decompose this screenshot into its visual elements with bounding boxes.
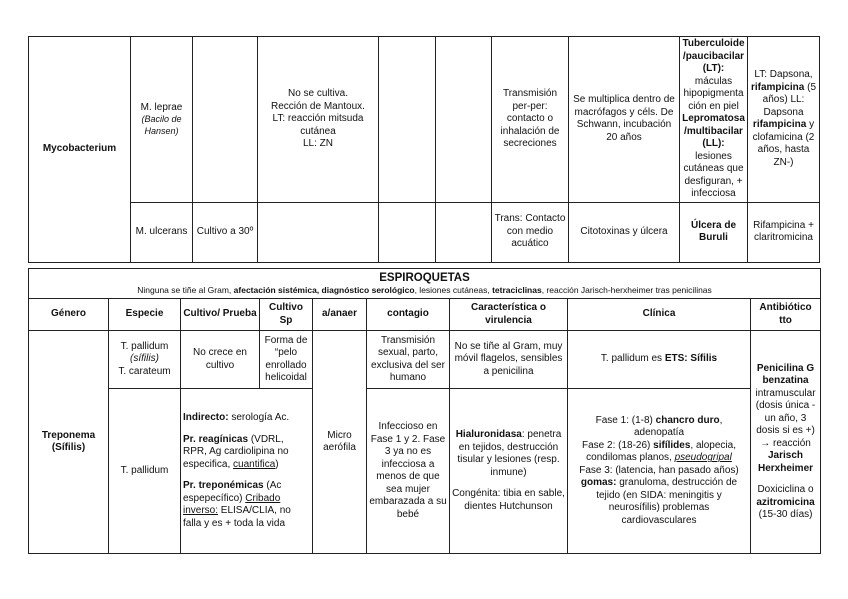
species-cell: T. pallidum <box>109 389 181 554</box>
culture-sp-cell: Forma de “pelo enrollado helicoidal <box>260 331 313 389</box>
contagio-cell: Transmisión sexual, parto, exclusiva del ser humano <box>367 331 450 389</box>
virulence-cell: Se multiplica dentro de macrófagos y céls. De Schwann, incubación 20 años <box>569 37 680 203</box>
empty-cell <box>193 37 258 203</box>
antibiotic-cell: Rifampicina + claritromicina <box>748 202 820 262</box>
virulence-cell: Hialuronidasa: penetra en tejidos, destrucción tisular y lesiones (resp. inmune) Congénita: tibia en sable, dientes Hutchunson <box>450 389 568 554</box>
clinic-cell: Fase 1: (1-8) chancro duro, adenopatía Fase 2: (18-26) sifílides, alopecia, condilomas planos, pseudogripal Fase 3: (latencia, han pasado años) gomas: granuloma, destrucción de tejido (en SIDA: meningitis y neurosífilis) problemas cardiovasculares <box>568 389 751 554</box>
culture-cell: Cultivo a 30º <box>193 202 258 262</box>
table-row <box>29 331 821 389</box>
clinic-cell: Tuberculoide/paucibacilar (LT): máculas hipopigmentación en piel Lepromatosa/multibacilar (LL): lesiones cutáneas que desfiguran, + infecciosa <box>680 37 748 203</box>
section-title: ESPIROQUETAS <box>29 269 821 286</box>
table-row <box>29 202 820 262</box>
aerobic-cell: Micro aerófila <box>313 331 367 554</box>
virulence-cell: No se tiñe al Gram, muy móvil flagelos, sensibles a penicilina <box>450 331 568 389</box>
table-row <box>29 389 821 554</box>
header-cell: Cultivo Sp <box>260 299 313 331</box>
species-cell: M. ulcerans <box>131 202 193 262</box>
header-cell: Género <box>29 299 109 331</box>
header-cell: Antibiótico tto <box>751 299 821 331</box>
header-cell: Clínica <box>568 299 751 331</box>
culture-test-cell: Indirecto: serología Ac. Pr. reagínicas (VDRL, RPR, Ag cardiolipina no especifica, cuantifica) Pr. treponémicas (Ac espepecífico) Cribado inverso: ELISA/CLIA, no falla y es + toda la vida <box>181 389 313 554</box>
empty-cell <box>436 202 492 262</box>
contagio-cell: Infeccioso en Fase 1 y 2. Fase 3 ya no es infecciosa a menos de que sea mujer embarazada a su bebé <box>367 389 450 554</box>
virulence-cell: Citotoxinas y úlcera <box>569 202 680 262</box>
header-cell: a/anaer <box>313 299 367 331</box>
empty-cell <box>379 202 436 262</box>
table-row <box>29 37 820 203</box>
antibiotic-cell: Penicilina G benzatina intramuscular (dosis única - un año, 3 dosis si es +) → reacción Jarisch Herxheimer Doxiciclina o azitromicina (15-30 días) <box>751 331 821 554</box>
header-cell: contagio <box>367 299 450 331</box>
header-cell: Característica o virulencia <box>450 299 568 331</box>
header-cell: Especie <box>109 299 181 331</box>
culture-cell: No crece en cultivo <box>181 331 260 389</box>
genus-cell: Mycobacterium <box>29 37 131 263</box>
espiroquetas-table <box>28 268 821 554</box>
transmission-cell: Transmisión per-per: contacto o inhalación de secreciones <box>492 37 569 203</box>
header-cell: Cultivo/ Prueba <box>181 299 260 331</box>
empty-cell <box>436 37 492 203</box>
mycobacterium-table <box>28 36 820 263</box>
species-cell: M. leprae (Bacilo de Hansen) <box>131 37 193 203</box>
empty-cell <box>379 37 436 203</box>
clinic-cell: Úlcera de Buruli <box>680 202 748 262</box>
empty-cell <box>258 202 379 262</box>
clinic-cell: T. pallidum es ETS: Sífilis <box>568 331 751 389</box>
header-row <box>29 299 821 331</box>
transmission-cell: Trans: Contacto con medio acuático <box>492 202 569 262</box>
culture-test-cell: No se cultiva. Rección de Mantoux. LT: reacción mitsuda cutánea LL: ZN <box>258 37 379 203</box>
genus-cell: Treponema (Sífilis) <box>29 331 109 554</box>
table-row <box>29 269 821 286</box>
species-cell: T. pallidum (sífilis) T. carateum <box>109 331 181 389</box>
section-subtitle: Ninguna se tiñe al Gram, afectación sistémica, diagnóstico serológico, lesiones cutáneas, tetraciclinas, reacción Jarisch-herxheimer tras penicilinas <box>29 285 821 298</box>
antibiotic-cell: LT: Dapsona, rifampicina (5 años) LL: Dapsona rifampicina y clofamicina (2 años, hasta ZN-) <box>748 37 820 203</box>
table-row <box>29 285 821 298</box>
